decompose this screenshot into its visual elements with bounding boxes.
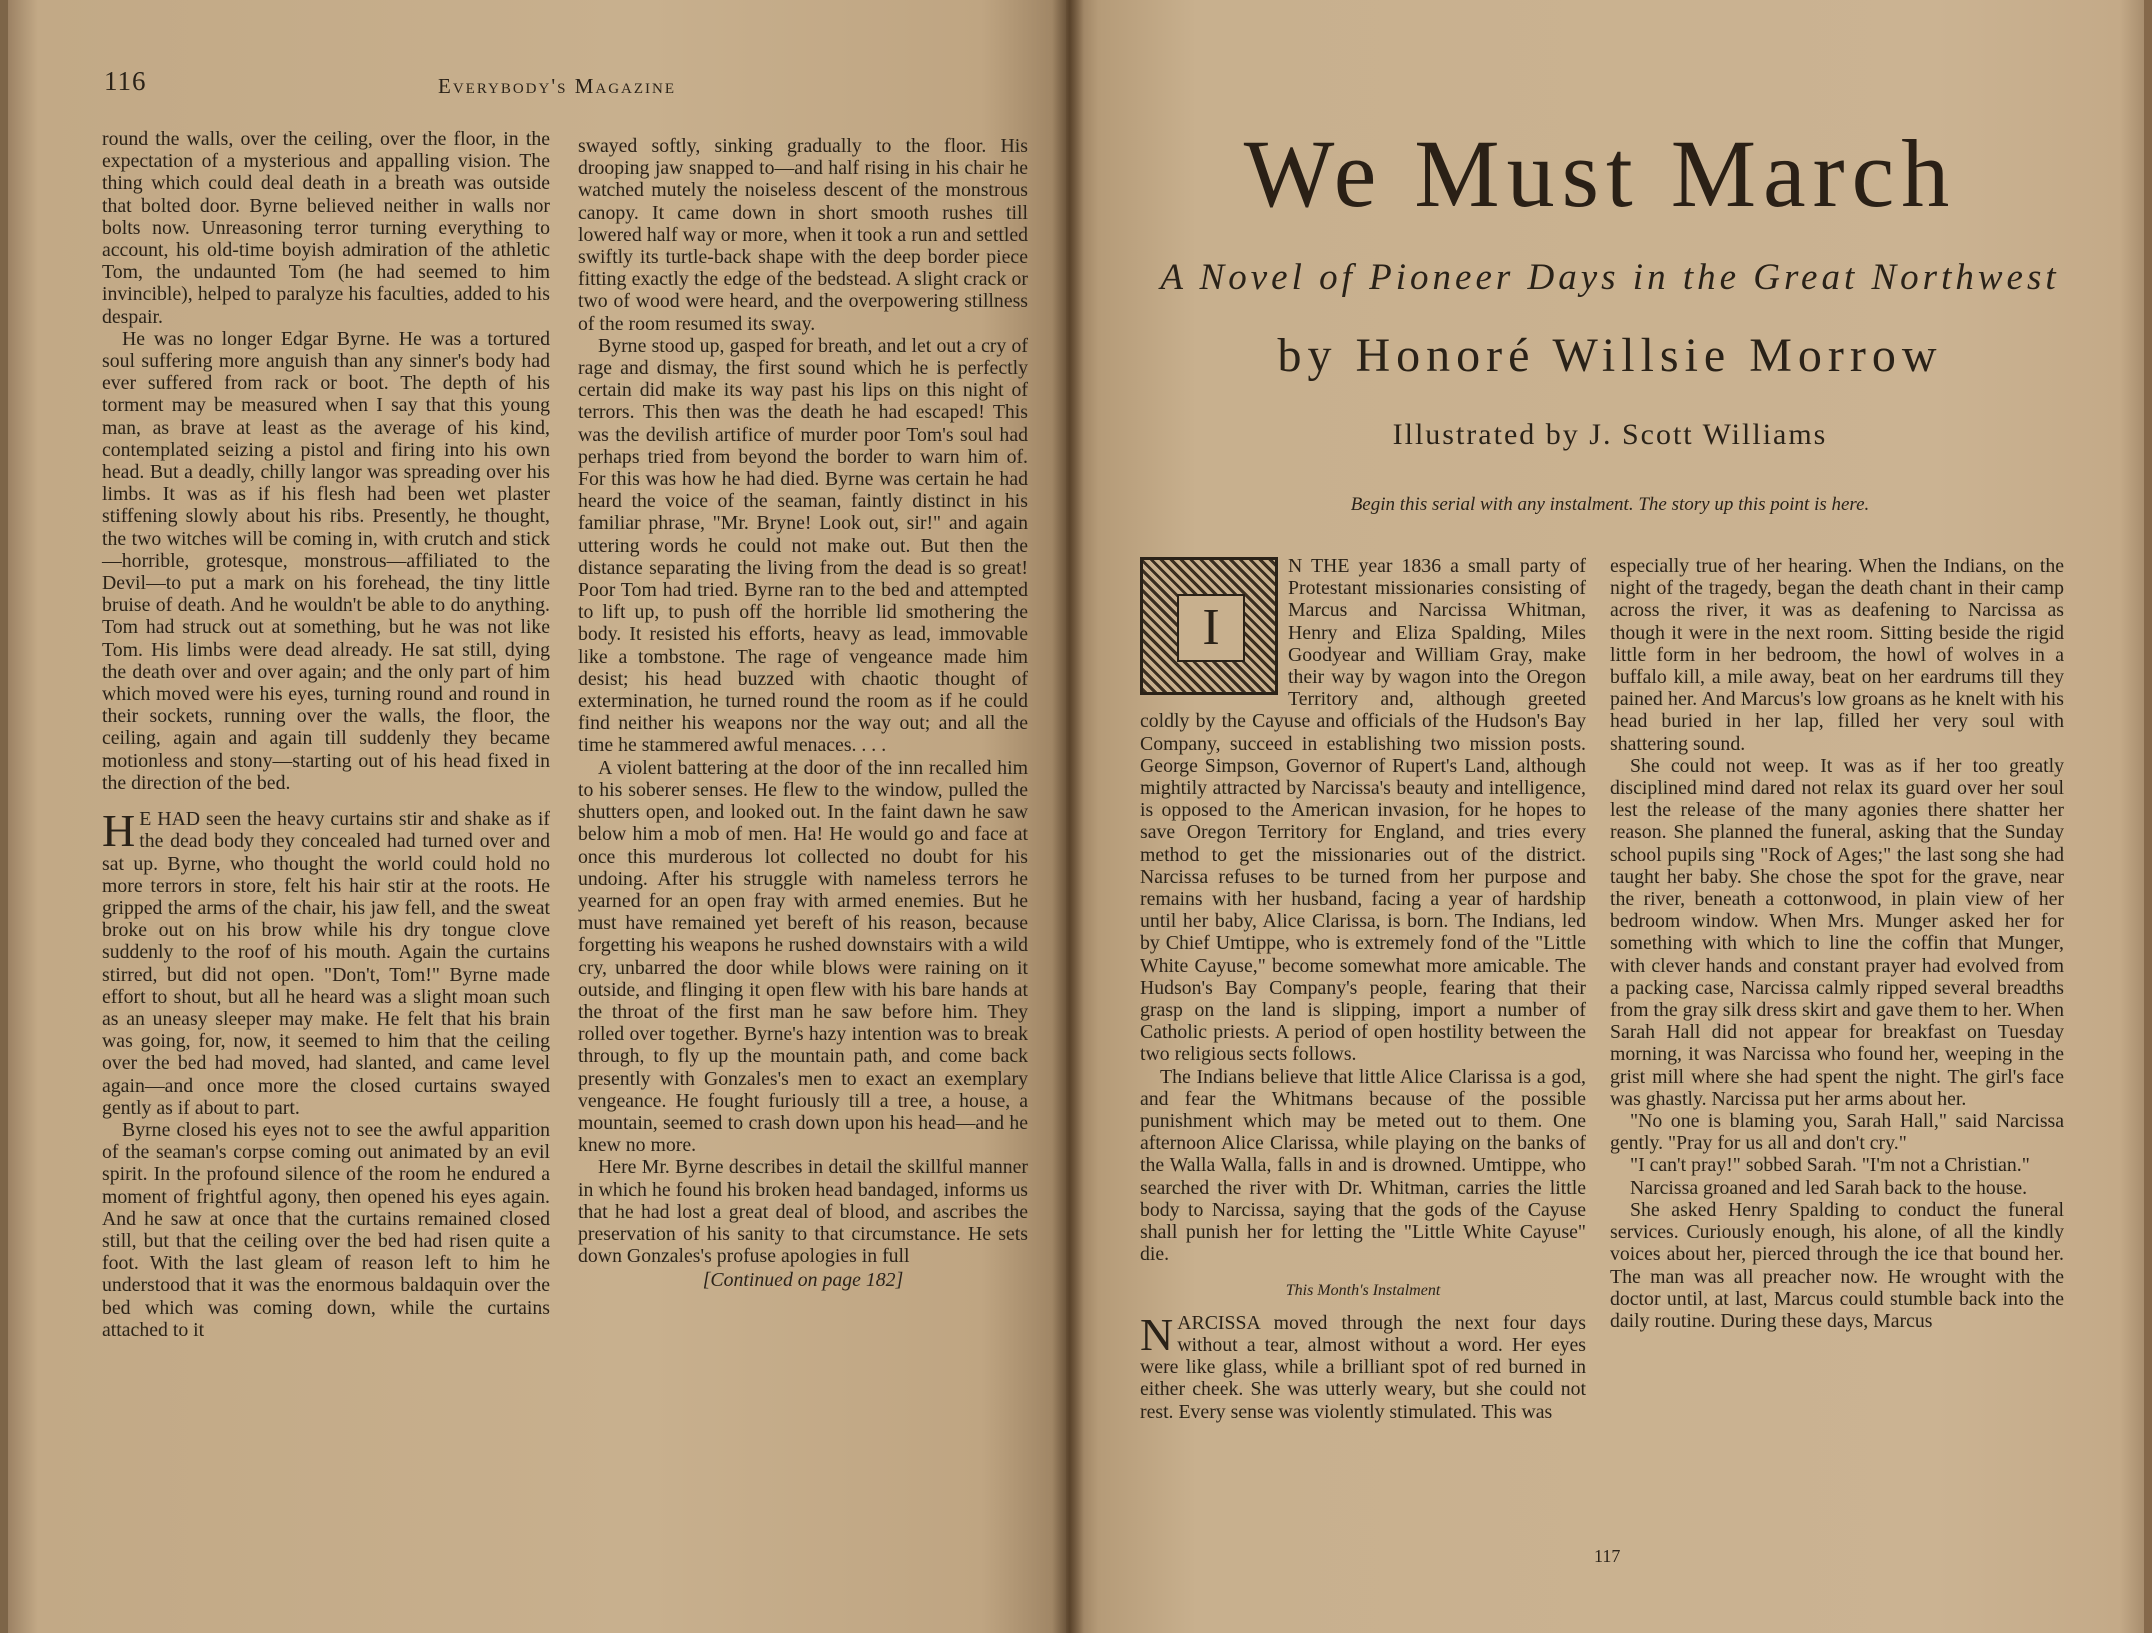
paragraph: H E HAD seen the heavy curtains stir and shake as if the dead body they concealed had turned over and sat up. Byrne, who thought the world could hold no more terrors in store, felt his hair stir at the roots. He gripped the arms of the chair, his jaw fell, and the sweat broke out on his brow while his dry tongue clove suddenly to the roof of his mouth. Again the curtains stirred, but did not open. "Don't, Tom!" Byrne made effort to shout, but all he heard was a slight moan such as an uneasy sleeper may make. He felt that his brain was going, for, now, it seemed to him that the ceiling over the bed had moved, had slanted, and came level again—and once more the closed curtains swayed gently as if about to part. [102,805,550,1119]
paragraph: He was no longer Edgar Byrne. He was a tortured soul suffering more anguish than any sinner's body had ever suffered from rack or boot. The depth of his torment may be measured when I say that this young man, as brave at least as the average of his kind, contemplated seizing a pistol and firing into his own head. But a deadly, chilly langor was spreading over his limbs. It was as if his flesh had been wet plaster stiffening slowly about his ribs. Presently, he thought, the two witches will be coming in, with crutch and stick—horrible, grotesque, monstrous—affiliated to the Devil—to put a mark on his forehead, the tiny little bruise of death. And he wouldn't be able to do anything. Tom had struck out at something, but he was not like Tom. His limbs were dead already. He sat still, dying the death over and over again; and the only part of him which moved were his eyes, turning round and round in their sockets, running over the walls, the floor, the ceiling, again and again till suddenly they became motionless and stony—starting out of his head fixed in the direction of the bed. [102,327,550,794]
story-title: We Must March [1243,120,1957,227]
left-column-1 [102,128,550,1341]
running-head: Everybody's Magazine [438,74,677,98]
drop-cap-letter: I [1177,594,1245,662]
paragraph: especially true of her hearing. When the Indians, on the night of the tragedy, began the death chant in their camp across the river, it was as deafening to Narcissa as though it were in the next room. Sitting beside the rigid little form in her bedroom, the howl of wolves in a buffalo kill, a mile away, beat on her eardrums till they pained her. And Marcus's low groans as he knelt with his head buried in her lap, filled her very soul with shattering sound. [1610,555,2064,755]
book-edge-right [2144,0,2152,1633]
ornamental-drop-cap [1140,557,1278,695]
paragraph: NARCISSA moved through the next four days without a tear, almost without a word. Her eyes were like glass, while a brilliant spot of red burned in either cheek. She was utterly weary, but she could not rest. Every sense was violently stimulated. This was [1140,1308,1586,1423]
paragraph: A violent battering at the door of the inn recalled him to his soberer senses. He flew to the window, pulled the shutters open, and looked out. In the faint dawn he saw below him a mob of men. Ha! He would go and face at once this murderous lot collected no doubt for his undoing. After his struggle with nameless terrors he yearned for an open fray with armed enemies. But he must have remained yet bereft of his reason, because forgetting his weapons he rushed downstairs with a wild cry, unbarred the door while blows were raining on it outside, and flinging it open flew with his bare hands at the throat of the first man he saw before him. They rolled over together. Byrne's hazy intention was to break through, to fly up the mountain path, and come back presently with Gonzales's men to exact an exemplary vengeance. He fought furiously till a tree, a house, a mountain, seemed to crash down upon his head—and he knew no more. [578,756,1028,1157]
drop-cap-h: H [102,805,136,857]
right-column-1 [1140,555,1586,1423]
instalment-heading: This Month's Instalment [1285,1281,1441,1299]
left-column-2 [578,135,1028,1292]
continued-note: [Continued on page 182] [702,1269,904,1292]
paragraph: Byrne stood up, gasped for breath, and let out a cry of rage and dismay, the first sound which he is perfectly certain did make its way past his lips on this night of terrors. This then was the death he had escaped! This was the devilish artifice of murder poor Tom's soul had perhaps tried from beyond the border to warn him of. For this was how he had died. Byrne was certain he had heard the voice of the seaman, faintly distinct in his familiar phrase, "Mr. Bryne! Look out, sir!" and again uttering words he could not make out. But then the distance separating the living from the dead is so great! Poor Tom had tried. Byrne ran to the bed and attempted to lift up, to push off the horrible lid smothering the body. It resisted his efforts, heavy as lead, immovable like a tombstone. The rage of vengeance made him desist; his head buzzed with chaotic thought of extermination, he turned round the room as if he could find neither his weapons nor the way out; and all the time he stammered awful menaces. . . . [578,334,1028,757]
paragraph: Byrne closed his eyes not to see the awful apparition of the seaman's corpse coming out animated by an evil spirit. In the profound silence of the room he endured a moment of frightful agony, then opened his eyes again. And he saw at once that the curtains remained closed still, but that the ceiling over the bed had risen quite a foot. With the last gleam of reason left to him he understood that it was the enormous baldaquin over the bed which was coming down, while the curtains attached to it [102,1118,550,1341]
right-page-number: 117 [1594,1546,1621,1566]
right-column-2 [1610,555,2064,1332]
synopsis-paragraph: N THE year 1836 a small party of Protestant missionaries consisting of Marcus and Narcissa Whitman, Henry and Eliza Spalding, Miles Goodyear and William Gray, make their way by wagon into the Oregon Territory and, although greeted coldly by the Cayuse and officials of the Hudson's Bay Company, succeed in establishing two mission posts. George Simpson, Governor of Rupert's Land, although mightily attracted by Narcissa's beauty and intelligence, is opposed to the American invasion, for he hopes to save Oregon Territory for England, and tries every method to get the missionaries out of the district. Narcissa refuses to be turned from her purpose and remains with her husband, facing a year of hardship until her baby, Alice Clarissa, is born. The Indians, led by Chief Umtippe, who is extremely fond of the "Little White Cayuse," become somewhat more amicable. The Hudson's Bay Company's people, fearing that their grasp on the land is slipping, import a number of Catholic priests. A period of open hostility between the two religious sects follows. [1140,555,1586,1066]
book-gutter [1052,0,1084,1633]
paragraph: "I can't pray!" sobbed Sarah. "I'm not a Christian." [1630,1154,2030,1177]
illustrator-credit: Illustrated by J. Scott Williams [1392,418,1828,451]
paragraph: Narcissa groaned and led Sarah back to the house. [1630,1176,2028,1199]
paragraph: Here Mr. Byrne describes in detail the skillful manner in which he found his broken head bandaged, informs us that he had lost a great deal of blood, and ascribes the preservation of his sanity to that circumstance. He sets down Gonzales's profuse apologies in full [578,1156,1028,1268]
paragraph: round the walls, over the ceiling, over the floor, in the expectation of a mysterious and appalling vision. The thing which could deal death in a breath was outside that bolted door. Byrne believed neither in walls nor bolts now. Unreasoning terror turning everything to account, his old-time boyish admiration of the athletic Tom, the undaunted Tom (he had seemed to him invincible), helped to paralyze his faculties, added to his despair. [102,128,550,328]
drop-cap-n: N [1140,1308,1174,1360]
left-page-number: 116 [104,66,147,96]
paragraph: She asked Henry Spalding to conduct the funeral services. Curiously enough, his alone, of all the kindly voices about her, pierced through the ice that bound her. The man was all preacher now. He wrought with the doctor until, at last, Marcus could stumble back into the daily routine. During these days, Marcus [1610,1198,2064,1332]
left-page [8,0,1066,1633]
synopsis-paragraph: The Indians believe that little Alice Clarissa is a god, and fear the Whitmans because of the possible punishment which may be meted out to them. One afternoon Alice Clarissa, while playing on the banks of the Walla Walla, falls in and is drowned. Umtippe, who searched the river with Dr. Whitman, carries the little body to Narcissa, saying that the gods of the Cayuse shall punish her for letting the "Little White Cayuse" die. [1140,1065,1586,1266]
author-byline: by Honoré Willsie Morrow [1277,329,1943,382]
paragraph: She could not weep. It was as if her too greatly disciplined mind dared not relax its guard over her soul lest the release of the many agonies there shatter her reason. She planned the funeral, asking that the Sunday school pupils sing "Rock of Ages;" the last song she had taught her baby. She chose the spot for the grave, near the river, beneath a cottonwood, in plain view of her bedroom window. When Mrs. Munger asked her for something with which to line the coffin that Munger, with clever hands and constant prayer had evolved from a packing case, Narcissa calmly ripped several breadths from the gray silk dress skirt and gave them to her. When Sarah Hall did not appear for breakfast on Tuesday morning, it was Narcissa who found her, weeping in the grist mill where she had spent the night. The girl's face was ghastly. Narcissa put her arms about her. [1610,754,2064,1110]
serial-note: Begin this serial with any instalment. The story up this point is here. [1350,494,1870,515]
paragraph: swayed softly, sinking gradually to the floor. His drooping jaw snapped to—and half rising in his chair he watched mutely the noiseless descent of the monstrous canopy. It came down in short smooth rushes till lowered half way or more, when it took a run and settled swiftly its turtle-back shape with the deep border piece fitting exactly the edge of the bedstead. A slight crack or two of wood were heard, and the overpowering stillness of the room resumed its sway. [578,135,1028,335]
story-subtitle: A Novel of Pioneer Days in the Great Northwest [1160,257,2060,298]
paragraph: "No one is blaming you, Sarah Hall," said Narcissa gently. "Pray for us all and don't cry." [1610,1110,2064,1155]
